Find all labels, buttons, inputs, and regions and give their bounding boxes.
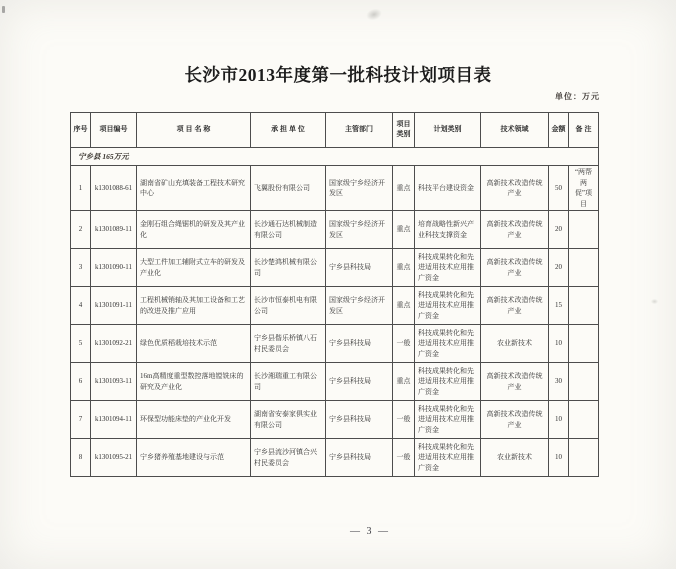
cell-department: 国家级宁乡经济开发区 [326,166,393,211]
cell-tech-field: 高新技术改造传统产业 [481,287,549,325]
cell-seq: 2 [71,211,91,249]
scan-artifact [651,299,658,304]
cell-undertaker: 长沙市恒泰机电有限公司 [251,287,326,325]
header-row [71,113,599,148]
cell-project-name: 绿色优质稻栽培技术示范 [137,325,251,363]
unit-label: 单位：万元 [555,92,600,101]
cell-project-code: k1301095-21 [91,439,137,477]
page-number: — 3 — [350,526,390,537]
cell-project-category: 重点 [393,211,415,249]
col-header-amount: 金额 [549,113,569,148]
cell-project-category: 一般 [393,439,415,477]
cell-project-category: 重点 [393,249,415,287]
cell-project-category: 一般 [393,325,415,363]
cell-plan-category: 科技平台建设资金 [415,166,481,211]
col-header-project-category: 项目类别 [393,113,415,148]
page-title: 长沙市2013年度第一批科技计划项目表 [184,65,492,85]
col-header-seq: 序号 [71,113,91,148]
group-row [71,148,599,166]
cell-seq: 4 [71,287,91,325]
col-header-plan-category: 计划类别 [415,113,481,148]
cell-department: 宁乡县科技局 [326,401,393,439]
col-header-remark: 备 注 [569,113,599,148]
cell-remark [569,287,599,325]
cell-project-code: k1301094-11 [91,401,137,439]
cell-seq: 5 [71,325,91,363]
scan-artifact [365,7,384,22]
table-row [71,166,599,211]
cell-project-code: k1301090-11 [91,249,137,287]
cell-plan-category: 培育战略性新兴产业科技支撑资金 [415,211,481,249]
cell-remark: “两帮两促”项目 [569,166,599,211]
col-header-project-name: 项 目 名 称 [137,113,251,148]
cell-project-code: k1301091-11 [91,287,137,325]
cell-seq: 3 [71,249,91,287]
cell-project-name: 环保型功能床垫的产业化开发 [137,401,251,439]
col-header-undertaker: 承 担 单 位 [251,113,326,148]
cell-undertaker: 长沙楚鸿机械有限公司 [251,249,326,287]
cell-plan-category: 科技成果转化和先进适用技术应用推广资金 [415,363,481,401]
cell-seq: 1 [71,166,91,211]
cell-plan-category: 科技成果转化和先进适用技术应用推广资金 [415,249,481,287]
cell-tech-field: 高新技术改造传统产业 [481,363,549,401]
cell-undertaker: 飞翼股份有限公司 [251,166,326,211]
cell-tech-field: 农业新技术 [481,325,549,363]
cell-amount: 20 [549,249,569,287]
cell-amount: 30 [549,363,569,401]
cell-tech-field: 农业新技术 [481,439,549,477]
cell-project-name: 湖南省矿山充填装备工程技术研究中心 [137,166,251,211]
cell-project-name: 工程机械销轴及其加工设备和工艺的改进及推广应用 [137,287,251,325]
table-row [71,211,599,249]
cell-undertaker: 宁乡县流沙河镇合兴村民委员会 [251,439,326,477]
cell-plan-category: 科技成果转化和先进适用技术应用推广资金 [415,325,481,363]
cell-seq: 7 [71,401,91,439]
cell-amount: 10 [549,325,569,363]
project-table [70,112,599,477]
cell-project-code: k1301093-11 [91,363,137,401]
cell-remark [569,325,599,363]
cell-tech-field: 高新技术改造传统产业 [481,249,549,287]
cell-project-category: 一般 [393,401,415,439]
cell-undertaker: 宁乡县偕乐桥镇八石村民委员会 [251,325,326,363]
cell-amount: 50 [549,166,569,211]
cell-remark [569,249,599,287]
cell-project-code: k1301092-21 [91,325,137,363]
cell-plan-category: 科技成果转化和先进适用技术应用推广资金 [415,287,481,325]
cell-project-category: 重点 [393,287,415,325]
cell-department: 国家级宁乡经济开发区 [326,287,393,325]
cell-project-code: k1301089-11 [91,211,137,249]
cell-department: 国家级宁乡经济开发区 [326,211,393,249]
cell-tech-field: 高新技术改造传统产业 [481,401,549,439]
cell-amount: 10 [549,439,569,477]
cell-project-name: 金刚石组合绳锯机的研发及其产业化 [137,211,251,249]
cell-project-name: 宁乡猪养殖基地建设与示范 [137,439,251,477]
cell-amount: 10 [549,401,569,439]
cell-amount: 20 [549,211,569,249]
cell-project-category: 重点 [393,166,415,211]
cell-remark [569,211,599,249]
cell-seq: 6 [71,363,91,401]
cell-tech-field: 高新技术改造传统产业 [481,166,549,211]
col-header-tech-field: 技术领域 [481,113,549,148]
cell-department: 宁乡县科技局 [326,363,393,401]
cell-project-name: 16m高精度重型数控落地镗铣床的研究及产业化 [137,363,251,401]
table-row [71,249,599,287]
scan-artifact [2,6,5,13]
group-label: 宁乡县 165万元 [71,148,599,166]
cell-plan-category: 科技成果转化和先进适用技术应用推广资金 [415,401,481,439]
cell-undertaker: 长沙通石达机械制造有限公司 [251,211,326,249]
cell-project-name: 大型工件加工辅附式立车的研发及产业化 [137,249,251,287]
cell-project-code: k1301088-61 [91,166,137,211]
cell-undertaker: 湖南省安泰家俱实业有限公司 [251,401,326,439]
col-header-department: 主管部门 [326,113,393,148]
table-row [71,401,599,439]
table-row [71,363,599,401]
cell-project-category: 重点 [393,363,415,401]
cell-amount: 15 [549,287,569,325]
table-row [71,325,599,363]
cell-department: 宁乡县科技局 [326,439,393,477]
cell-remark [569,401,599,439]
cell-tech-field: 高新技术改造传统产业 [481,211,549,249]
cell-department: 宁乡县科技局 [326,249,393,287]
cell-seq: 8 [71,439,91,477]
cell-department: 宁乡县科技局 [326,325,393,363]
cell-undertaker: 长沙湘瑞重工有限公司 [251,363,326,401]
cell-remark [569,363,599,401]
cell-plan-category: 科技成果转化和先进适用技术应用推广资金 [415,439,481,477]
table-row [71,287,599,325]
table-row [71,439,599,477]
cell-remark [569,439,599,477]
col-header-project-code: 项目编号 [91,113,137,148]
